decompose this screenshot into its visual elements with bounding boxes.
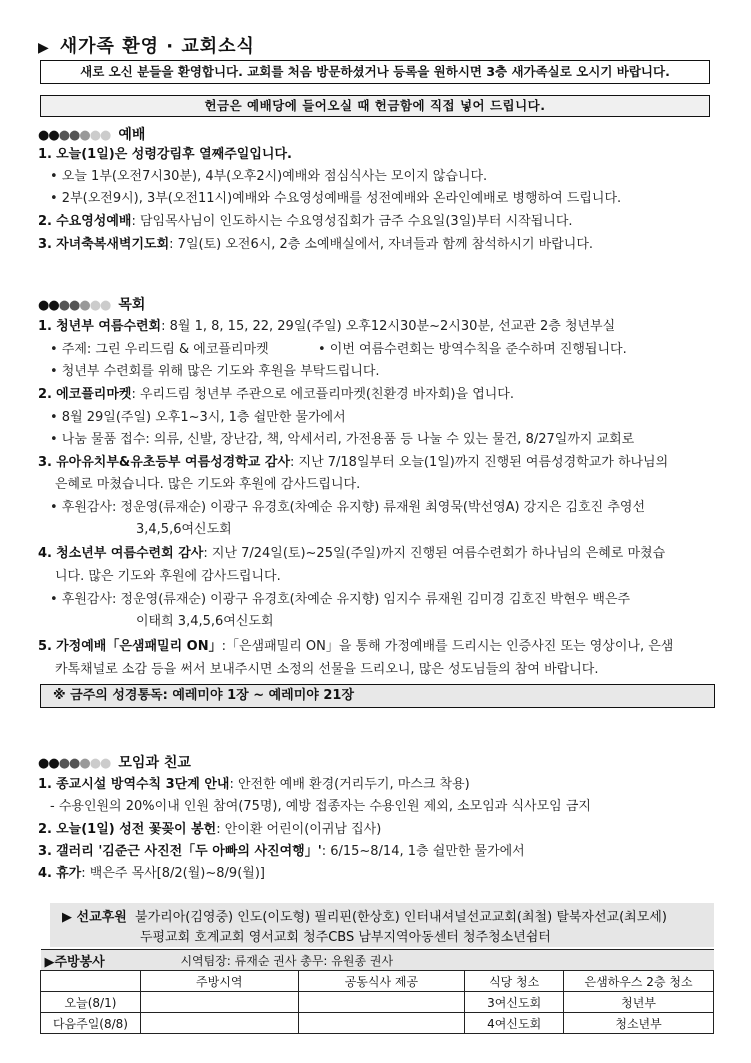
arrow-right-icon: ▶ — [38, 40, 50, 56]
list-item: • 2부(오전9시), 3부(오전11시)예배와 수요영성예배를 성전예배와 온라인예배로 병행하여 드립니다. — [50, 191, 622, 206]
table-cell — [140, 992, 298, 1013]
kitchen-leaders: 시역팀장: 류재순 권사 총무: 유원종 권사 — [140, 950, 713, 971]
page-title: ▶ 새가족 환영 · 교회소식 — [38, 36, 255, 57]
worship-item-2: 2. 수요영성예배: 담임목사님이 인도하시는 수요영성집회가 금주 수요일(3일)부터 시작됩니다. — [38, 214, 573, 229]
pastoral-item-5: 5. 가정예배「은샘패밀리 ON」:「은샘패밀리 ON」을 통해 가정예배를 드리시는 인증사진 또는 영상이나, 은샘 — [38, 639, 674, 654]
list-item: • 주제: 그린 우리드림 & 에코플리마켓 — [50, 342, 269, 357]
section-heading-worship: ●●●●●●● 예배 — [38, 127, 146, 143]
table-cell — [140, 1013, 298, 1034]
fellowship-item-3: 3. 갤러리 '김준근 사진전「두 아빠의 사진여행」': 6/15~8/14, 1층 쉴만한 물가에서 — [38, 844, 525, 859]
kitchen-label: ▶주방봉사 — [41, 950, 141, 971]
dots-icon: ●●●●●●● — [38, 128, 111, 143]
list-item: • 나눔 물품 접수: 의류, 신발, 장난감, 책, 악세서리, 가전용품 등 나눌 수 있는 물건, 8/27일까지 교회로 — [50, 432, 635, 447]
table-cell: 오늘(8/1) — [41, 992, 141, 1013]
mission-row: 두평교회 호계교회 영서교회 청주CBS 남부지역아동센터 청주청소년쉼터 — [140, 930, 551, 945]
list-item: • 청년부 수련회를 위해 많은 기도와 후원을 부탁드립니다. — [50, 364, 380, 379]
welcome-banner: 새로 오신 분들을 환영합니다. 교회를 처음 방문하셨거나 등록을 원하시면 3층 새가족실로 오시기 바랍니다. — [40, 60, 710, 84]
table-row — [41, 992, 714, 1013]
dots-icon: ●●●●●●● — [38, 298, 111, 313]
fellowship-item-2: 2. 오늘(1일) 성전 꽃꽂이 봉헌: 안이환 어린이(이귀남 집사) — [38, 822, 382, 837]
list-item: 니다. 많은 기도와 후원에 감사드립니다. — [55, 569, 281, 584]
mission-support-box — [50, 903, 714, 947]
fellowship-item-1: 1. 종교시설 방역수칙 3단계 안내: 안전한 예배 환경(거리두기, 마스크 착용) — [38, 777, 470, 792]
dots-icon: ●●●●●●● — [38, 756, 111, 771]
table-header: 식당 청소 — [465, 971, 564, 992]
list-item: - 수용인원의 20%이내 인원 참여(75명), 예방 접종자는 수용인원 제외, 소모임과 식사모임 금지 — [50, 799, 591, 814]
pastoral-item-1: 1. 청년부 여름수련회: 8월 1, 8, 15, 22, 29일(주일) 오후12시30분~2시30분, 선교관 2층 청년부실 — [38, 319, 616, 334]
worship-item-1: 1. 오늘(1일)은 성령강림후 열째주일입니다. — [38, 147, 292, 162]
bible-reading-banner: ※ 금주의 성경통독: 예레미야 1장 ~ 예레미야 21장 — [40, 684, 715, 708]
list-item: • 후원감사: 정운영(류재순) 이광구 유경호(차예순 유지향) 임지수 류재원 김미경 김호진 박현우 백은주 — [50, 592, 631, 607]
mission-row: ▶ 선교후원 불가리아(김영중) 인도(이도형) 필리핀(한상호) 인터내셔널선교교회(최철) 탈북자선교(최모세) — [62, 910, 667, 925]
list-item: 이태희 3,4,5,6여신도회 — [136, 614, 274, 629]
list-item: 3,4,5,6여신도회 — [136, 522, 232, 537]
fellowship-item-4: 4. 휴가: 백은주 목사[8/2(월)~8/9(월)] — [38, 866, 265, 881]
table-cell — [298, 992, 465, 1013]
worship-item-3: 3. 자녀축복새벽기도회: 7일(토) 오전6시, 2층 소예배실에서, 자녀들과 함께 참석하시기 바랍니다. — [38, 237, 594, 252]
section-heading-fellowship: ●●●●●●● 모임과 친교 — [38, 755, 191, 771]
list-item: • 이번 여름수련회는 방역수칙을 준수하며 진행됩니다. — [318, 342, 627, 357]
table-cell: 청소년부 — [564, 1013, 714, 1034]
list-item: • 후원감사: 정운영(류재순) 이광구 유경호(차예순 유지향) 류재원 최영묵(박선영A) 강지은 김호진 추영선 — [50, 500, 646, 515]
list-item: 카톡채널로 소감 등을 써서 보내주시면 소정의 선물을 드리오니, 많은 성도님들의 참여 바랍니다. — [55, 662, 599, 677]
section-heading-pastoral: ●●●●●●● 목회 — [38, 297, 146, 313]
table-cell: 다음주일(8/8) — [41, 1013, 141, 1034]
table-cell: 청년부 — [564, 992, 714, 1013]
pastoral-item-4: 4. 청소년부 여름수련회 감사: 지난 7/24일(토)~25일(주일)까지 진행된 여름수련회가 하나님의 은혜로 마쳤습 — [38, 546, 666, 561]
pastoral-item-2: 2. 에코플리마켓: 우리드림 청년부 주관으로 에코플리마켓(친환경 바자회)을 엽니다. — [38, 387, 515, 402]
list-item: 은혜로 마쳤습니다. 많은 기도와 후원에 감사드립니다. — [55, 477, 361, 492]
table-cell: 4여신도회 — [465, 1013, 564, 1034]
table-header: 주방시역 — [140, 971, 298, 992]
offering-banner: 헌금은 예배당에 들어오실 때 헌금함에 직접 넣어 드립니다. — [40, 95, 710, 117]
kitchen-service-table — [40, 949, 714, 1034]
table-cell: 3여신도회 — [465, 992, 564, 1013]
table-header: 공동식사 제공 — [298, 971, 465, 992]
pastoral-item-3: 3. 유아유치부&유초등부 여름성경학교 감사: 지난 7/18일부터 오늘(1일)까지 진행된 여름성경학교가 하나님의 — [38, 455, 669, 470]
table-header: 은샘하우스 2층 청소 — [564, 971, 714, 992]
list-item: • 8월 29일(주일) 오후1~3시, 1층 쉴만한 물가에서 — [50, 410, 346, 425]
table-row — [41, 1013, 714, 1034]
table-cell — [298, 1013, 465, 1034]
list-item: • 오늘 1부(오전7시30분), 4부(오후2시)예배와 점심식사는 모이지 않습니다. — [50, 169, 488, 184]
table-header-empty — [41, 971, 141, 992]
